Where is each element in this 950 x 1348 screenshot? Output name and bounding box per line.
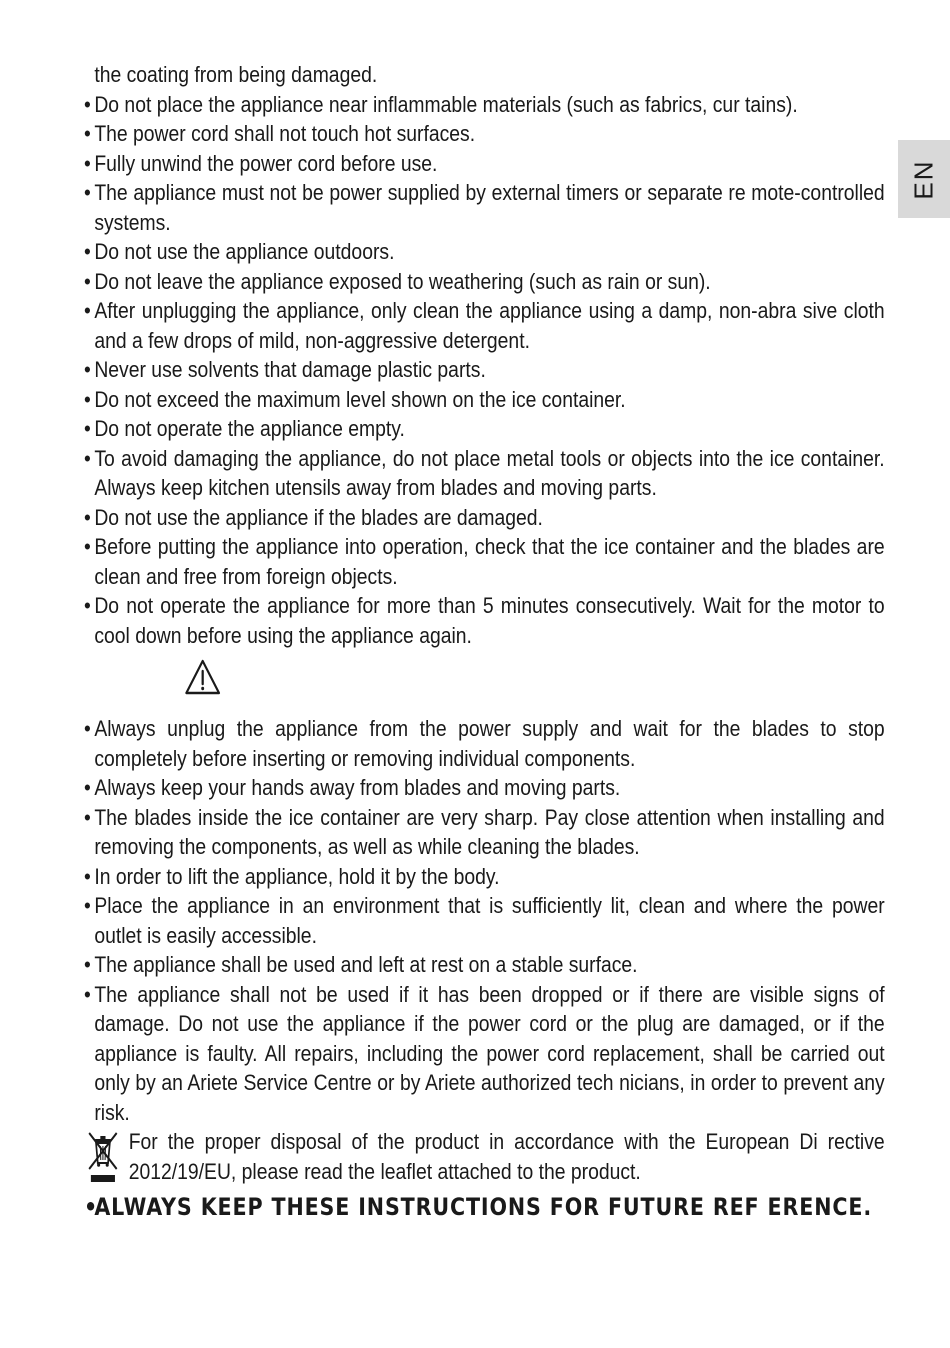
list-item: • Fully unwind the power cord before use. (84, 149, 885, 179)
crossed-bin-icon (86, 1131, 120, 1185)
keep-instructions-notice (84, 1190, 885, 1224)
safety-list-general (84, 90, 885, 651)
list-item: • Do not place the appliance near inflammable materials (such as fabrics, cur tains). (84, 90, 885, 120)
safety-list-blades (84, 714, 885, 1127)
list-item: • Do not operate the appliance empty. (84, 414, 885, 444)
list-item: • Always unplug the appliance from the power supply and wait for the blades to stop completely before inserting or removing individual components. (84, 714, 885, 773)
list-item: • Place the appliance in an environment that is sufficiently lit, clean and where the power outlet is easily accessible. (84, 891, 885, 950)
notice-text: ALWAYS KEEP THESE INSTRUCTIONS FOR FUTURE REF ERENCE. (94, 1193, 873, 1221)
list-item: • Do not exceed the maximum level shown on the ice container. (84, 385, 885, 415)
list-item: • Do not use the appliance outdoors. (84, 237, 885, 267)
warning-triangle-icon (184, 658, 222, 696)
warning-heading (84, 650, 885, 714)
list-item: • The appliance shall be used and left at rest on a stable surface. (84, 950, 885, 980)
language-label: EN (908, 158, 939, 200)
list-item: • Do not leave the appliance exposed to weathering (such as rain or sun). (84, 267, 885, 297)
list-item: • Never use solvents that damage plastic parts. (84, 355, 885, 385)
list-item: • The appliance shall not be used if it has been dropped or if there are visible signs of damage. Do not use the appliance if the power cord or the plug are damaged, or if the appliance is faulty. All repairs, including the power cord replacement, shall be carried out only by an Ariete Service Centre or by Ariete authorized tech nicians, in order to prevent any risk. (84, 980, 885, 1128)
list-item: • Do not operate the appliance for more than 5 minutes consecutively. Wait for the motor to cool down before using the appliance again. (84, 591, 885, 650)
list-item: • Before putting the appliance into operation, check that the ice container and the blades are clean and free from foreign objects. (84, 532, 885, 591)
continued-line: the coating from being damaged. (94, 62, 378, 87)
disposal-note (84, 1127, 885, 1186)
notice-bullet: • (84, 1193, 99, 1221)
safety-instructions (84, 60, 885, 1224)
list-item: • After unplugging the appliance, only clean the appliance using a damp, non-abra sive cloth and a few drops of mild, non-aggressive detergent. (84, 296, 885, 355)
list-item: • Do not use the appliance if the blades are damaged. (84, 503, 885, 533)
list-item: • The power cord shall not touch hot surfaces. (84, 119, 885, 149)
list-item: • The blades inside the ice container are very sharp. Pay close attention when installing and removing the components, as well as while cleaning the blades. (84, 803, 885, 862)
list-item: • Always keep your hands away from blades and moving parts. (84, 773, 885, 803)
disposal-text: For the proper disposal of the product in accordance with the European Di rective 2012/19/EU, please read the leaflet attached to the product. (128, 1129, 885, 1184)
list-item: • In order to lift the appliance, hold it by the body. (84, 862, 885, 892)
list-item: • The appliance must not be power supplied by external timers or separate re mote-controlled systems. (84, 178, 885, 237)
list-item: • To avoid damaging the appliance, do not place metal tools or objects into the ice container. Always keep kitchen utensils away from blades and moving parts. (84, 444, 885, 503)
language-tab (898, 140, 950, 218)
